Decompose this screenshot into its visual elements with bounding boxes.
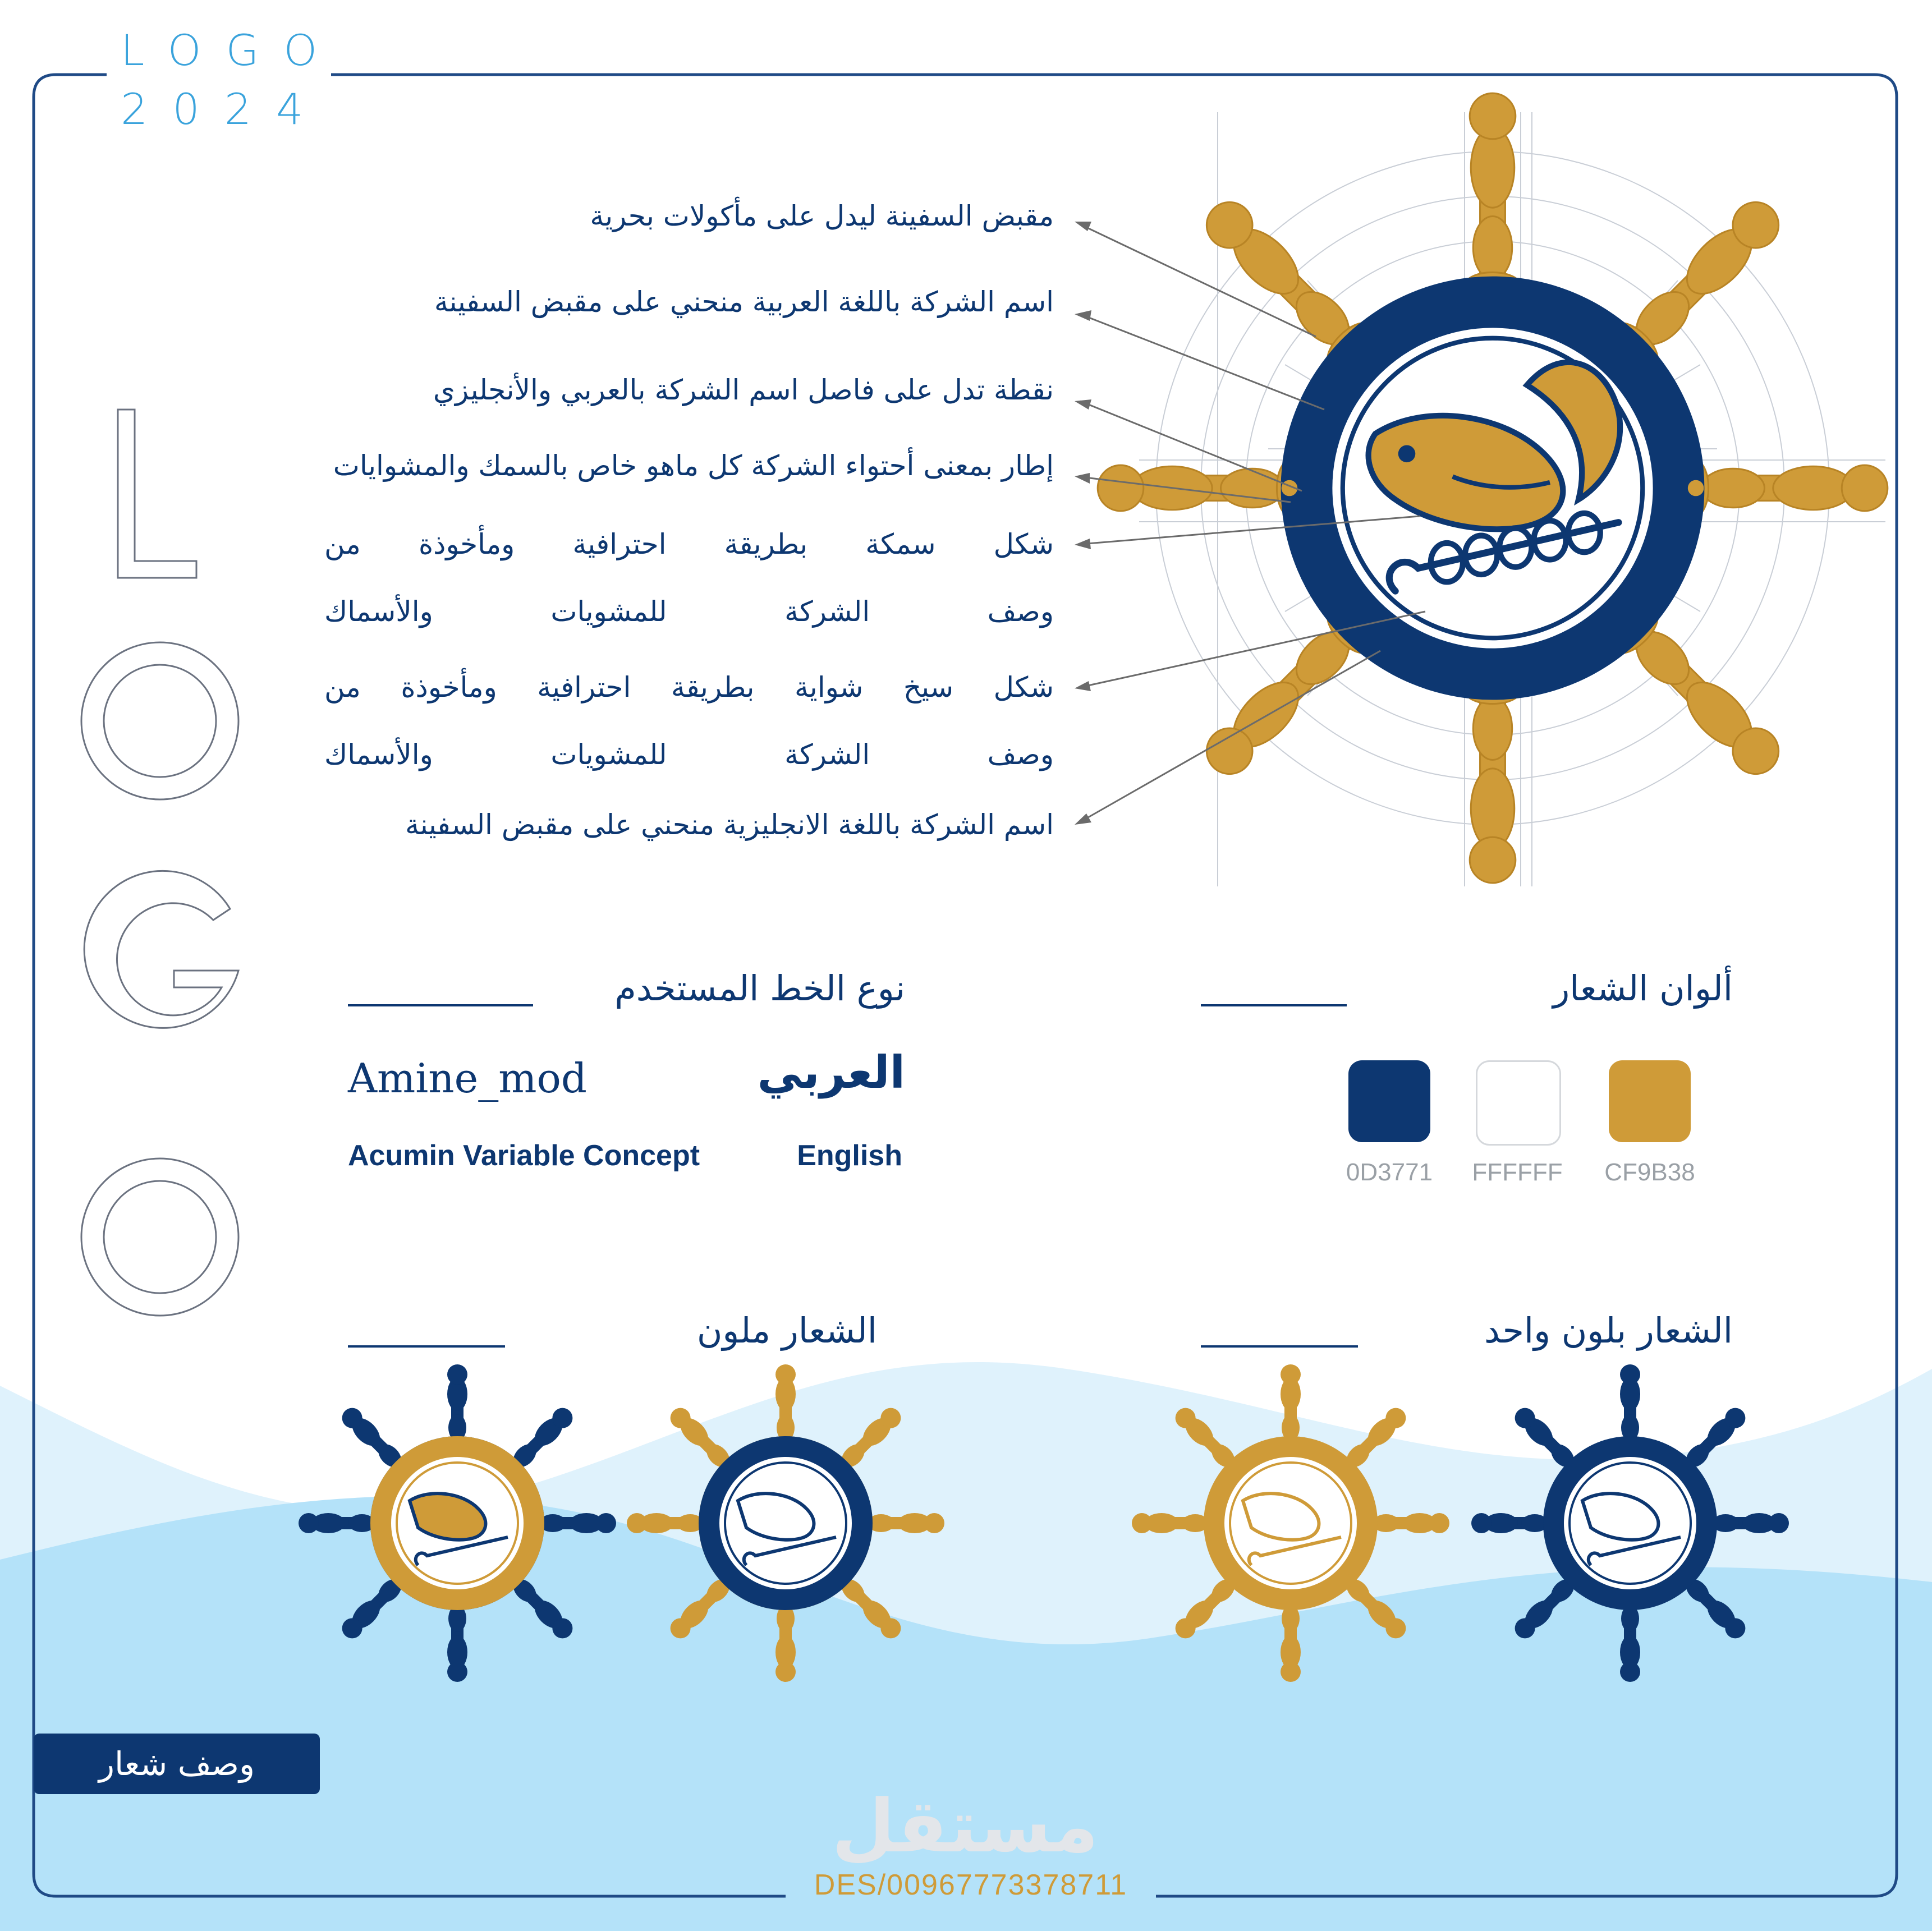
hex-gold: CF9B38 [1604, 1158, 1695, 1186]
english-font-name: Acumin Variable Concept [348, 1139, 700, 1172]
fonts-section-title: نوع الخط المستخدم [614, 968, 905, 1009]
annotation-helm: مقبض السفينة ليدل على مأكولات بحرية [590, 200, 1054, 232]
header-title-year: 2024 [121, 84, 328, 134]
annotation-fish-2: وصف الشركة للمشويات والأسماك [324, 595, 1054, 628]
outline-letter-o-bottom-inner [104, 1181, 216, 1293]
logo-color-navy-gold [299, 1364, 616, 1682]
colors-title-rule [1201, 1004, 1347, 1006]
annotation-frame: إطار بمعنى أحتواء الشركة كل ماهو خاص بالسمك والمشوايات [333, 449, 1054, 482]
annotation-separator-dot: نقطة تدل على فاصل اسم الشركة بالعربي والأنجليزي [433, 374, 1054, 406]
arabic-font-name: Amine_mod [348, 1055, 587, 1102]
swatch-navy [1348, 1060, 1430, 1142]
annotation-english-name: اسم الشركة باللغة الانجليزية منحني على مقبض السفينة [405, 808, 1054, 841]
logo-mono-navy [1471, 1364, 1789, 1682]
hex-white: FFFFFF [1472, 1158, 1563, 1186]
color-logo-section-title: الشعار ملون [696, 1310, 877, 1351]
english-font-label: English [797, 1139, 902, 1172]
annotation-fish-1: شكل سمكة بطريقة احترافية ومأخوذة من [324, 528, 1054, 560]
arabic-font-label: العربي [757, 1046, 905, 1098]
leader-arrowheads [1075, 222, 1091, 825]
fonts-title-rule [348, 1004, 533, 1006]
annotation-skewer-2: وصف الشركة للمشويات والأسماك [324, 738, 1054, 771]
main-helm-logo [1098, 93, 1888, 883]
mono-section-title: الشعار بلون واحد [1484, 1310, 1733, 1351]
watermark [825, 1784, 1105, 1868]
main-logo-diagram [0, 0, 1932, 954]
annotation-skewer-1: شكل سيخ شواية بطريقة احترافية ومأخوذة من [324, 671, 1054, 704]
swatch-white [1476, 1060, 1561, 1146]
logo-description-badge: وصف شعار [34, 1734, 320, 1794]
swatch-gold [1609, 1060, 1691, 1142]
watermark-text: مستقل [832, 1783, 1099, 1869]
outline-letter-o-bottom [81, 1158, 238, 1316]
hex-navy: 0D3771 [1346, 1158, 1433, 1186]
designer-contact: DES/00967773378711 [814, 1869, 1128, 1901]
annotation-arabic-name: اسم الشركة باللغة العربية منحني على مقبض السفينة [434, 286, 1054, 318]
logo-mono-gold [1132, 1364, 1449, 1682]
colors-section-title: ألوان الشعار [1553, 968, 1733, 1009]
logo-color-gold-navy [627, 1364, 944, 1682]
logo-variants [0, 1346, 1932, 1694]
header-title-logo: LOGO [121, 25, 342, 75]
